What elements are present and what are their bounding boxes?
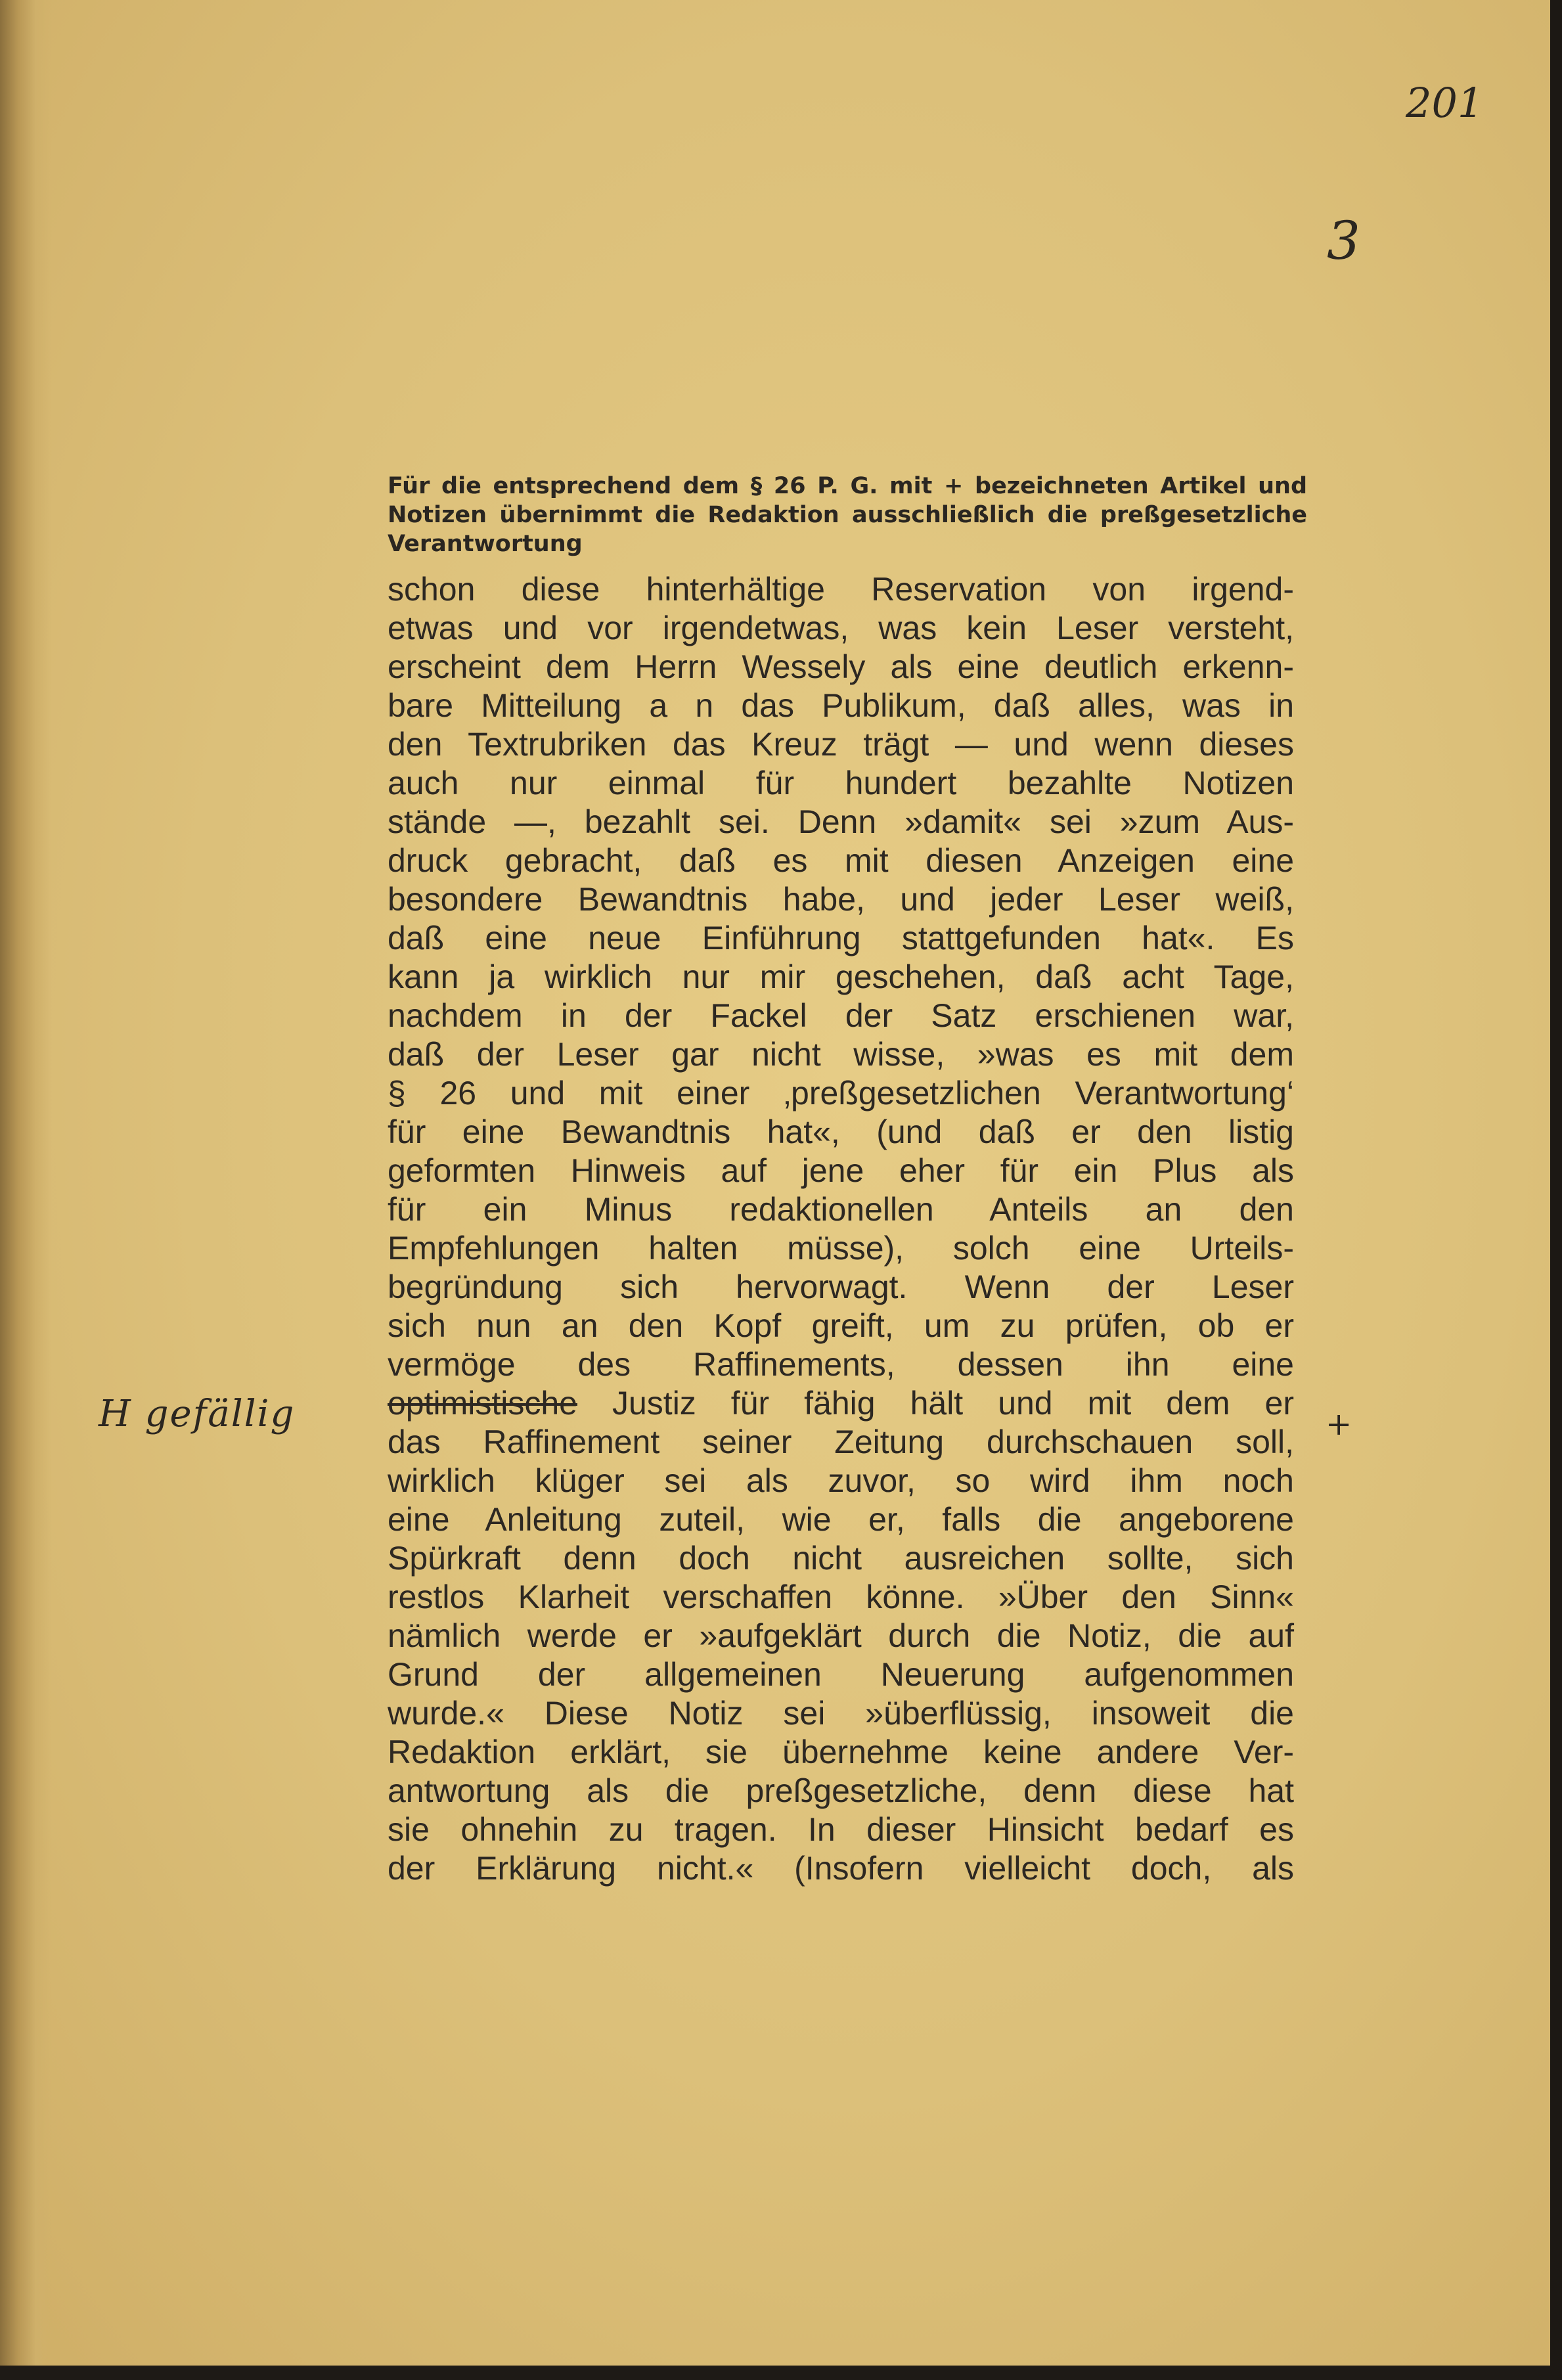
text-line: sich nun an den Kopf greift, um zu prüfen, ob er [388,1307,1294,1344]
text-line: für eine Bewandtnis hat«, (und daß er den listig [388,1113,1294,1150]
handwritten-page-number: 3 [1327,210,1360,271]
handwritten-folio-number: 201 [1406,79,1484,127]
text-line: druck gebracht, daß es mit diesen Anzeigen eine [388,842,1294,879]
text-line: besondere Bewandtnis habe, und jeder Leser weiß, [388,881,1294,918]
text-line: geformten Hinweis auf jene eher für ein Plus als [388,1152,1294,1189]
scan-bottom-edge [0,2366,1550,2380]
text-line: schon diese hinterhältige Reservation von irgend- [388,571,1294,608]
text-line: nämlich werde er »aufgeklärt durch die Notiz, die auf [388,1617,1294,1654]
text-line: erscheint dem Herrn Wessely als eine deutlich erkenn- [388,648,1294,685]
text-line: eine Anleitung zuteil, wie er, falls die angeborene [388,1501,1294,1538]
text-line: vermöge des Raffinements, dessen ihn eine [388,1346,1294,1383]
struck-word: optimistische [388,1385,577,1422]
text-line: § 26 und mit einer ‚preßgesetzlichen Verantwortung‘ [388,1075,1294,1111]
text-line: begründung sich hervorwagt. Wenn der Leser [388,1269,1294,1305]
text-line: Redaktion erklärt, sie übernehme keine andere Ver- [388,1734,1294,1770]
text-line: wurde.« Diese Notiz sei »überflüssig, insoweit die [388,1695,1294,1732]
text-line: wirklich klüger sei als zuvor, so wird ihm noch [388,1462,1294,1499]
text-line: für ein Minus redaktionellen Anteils an den [388,1191,1294,1228]
press-law-notice: Für die entsprechend dem § 26 P. G. mit + bezeichneten Artikel und Notizen übernimmt die Redaktion ausschließlich die preßgesetzliche Verantwortung [388,473,1307,557]
page-binding-edge [0,0,51,2380]
text-line: Empfehlungen halten müsse), solch eine Urteils- [388,1230,1294,1267]
text-line: stände —, bezahlt sei. Denn »damit« sei »zum Aus- [388,803,1294,840]
text-line: etwas und vor irgendetwas, was kein Leser versteht, [388,610,1294,646]
text-line-with-strikethrough [388,1384,1294,1423]
text-line: sie ohnehin zu tragen. In dieser Hinsicht bedarf es [388,1811,1294,1848]
text-line: nachdem in der Fackel der Satz erschienen war, [388,997,1294,1034]
text-line: der Erklärung nicht.« (Insofern vielleicht doch, als [388,1850,1294,1887]
text-line: auch nur einmal für hundert bezahlte Notizen [388,765,1294,801]
body-paragraph [388,570,1294,1888]
text-line: das Raffinement seiner Zeitung durchschauen soll, [388,1424,1294,1460]
text-line: daß eine neue Einführung stattgefunden hat«. Es [388,920,1294,956]
handwritten-margin-note: H gefällig [99,1393,296,1435]
text-line: daß der Leser gar nicht wisse, »was es mit dem [388,1036,1294,1073]
text-line: antwortung als die preßgesetzliche, denn diese hat [388,1772,1294,1809]
scan-right-edge [1550,0,1562,2380]
text-line: bare Mitteilung a n das Publikum, daß alles, was in [388,687,1294,724]
text-line: Spürkraft denn doch nicht ausreichen sollte, sich [388,1540,1294,1577]
text-line: restlos Klarheit verschaffen könne. »Über den Sinn« [388,1579,1294,1615]
text-line: den Textrubriken das Kreuz trägt — und wenn dieses [388,726,1294,763]
struck-line-rest: Justiz für fähig hält und mit dem er [612,1385,1294,1422]
text-line: kann ja wirklich nur mir geschehen, daß acht Tage, [388,958,1294,995]
margin-cross-mark: + [1326,1406,1352,1443]
text-line: Grund der allgemeinen Neuerung aufgenommen [388,1656,1294,1693]
